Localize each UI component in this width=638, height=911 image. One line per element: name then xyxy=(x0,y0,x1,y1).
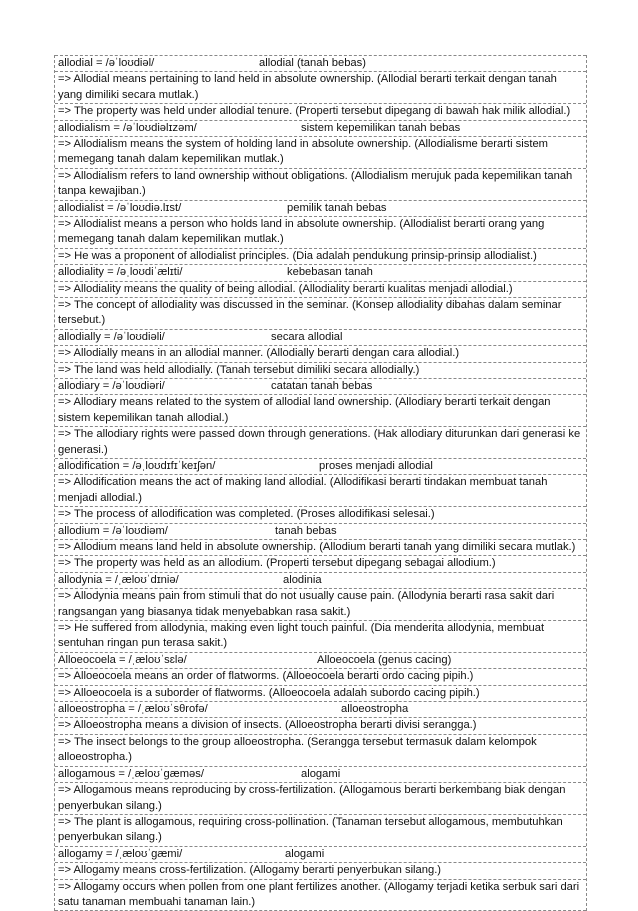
entry-meaning: pemilik tanah bebas xyxy=(287,201,387,214)
entry-term: allogamous = /ˌæloʊˈgæməs/ xyxy=(58,767,204,780)
entry-term: allogamy = /ˌæloʊˈgæmi/ xyxy=(58,847,183,860)
entry-definition: => Alloeocoela means an order of flatworms. (Alloeocoela berarti ordo cacing pipih.) xyxy=(55,668,586,684)
entry-example: => He suffered from allodynia, making even light touch painful. (Dia menderita allodynia, membuat sentuhan ringan pun terasa sakit.) xyxy=(55,620,586,652)
glossary-entry xyxy=(55,330,586,379)
entry-meaning: alogami xyxy=(301,767,341,780)
entry-meaning: alodinia xyxy=(283,573,322,586)
entry-example: => The concept of allodiality was discussed in the seminar. (Konsep allodiality dibahas dalam seminar tersebut.) xyxy=(55,297,586,329)
glossary-entry xyxy=(55,121,586,201)
entry-header xyxy=(55,524,586,539)
entry-example: => The property was held as an allodium. (Properti tersebut dipegang sebagai allodium.) xyxy=(55,555,586,571)
entry-definition: => Allodification means the act of making land allodial. (Allodifikasi berarti tindakan membuat tanah menjadi allodial.) xyxy=(55,474,586,506)
glossary-entry xyxy=(55,767,586,847)
entry-meaning: tanah bebas xyxy=(275,524,337,537)
entry-header xyxy=(55,702,586,717)
entry-example: => The allodiary rights were passed down through generations. (Hak allodiary diturunkan dari generasi ke generasi.) xyxy=(55,426,586,458)
entry-example: => Allogamy occurs when pollen from one plant fertilizes another. (Allogamy terjadi ketika serbuk sari dari satu tanaman membuahi tanaman lain.) xyxy=(55,879,586,911)
entry-term: allodynia = /ˌæloʊˈdɪniə/ xyxy=(58,573,179,586)
glossary-entry xyxy=(55,702,586,767)
entry-example: => The process of allodification was completed. (Proses allodifikasi selesai.) xyxy=(55,506,586,522)
entry-header xyxy=(55,573,586,588)
entry-term: allodiality = /əˌloʊdiˈælɪti/ xyxy=(58,266,183,279)
entry-meaning: alloeostropha xyxy=(341,703,409,716)
entry-header xyxy=(55,201,586,216)
entry-term: allodiary = /əˈloʊdiəri/ xyxy=(58,380,165,393)
glossary-entry xyxy=(55,459,586,524)
glossary-entry xyxy=(55,573,586,653)
entry-meaning: Alloeocoela (genus cacing) xyxy=(317,653,452,666)
entry-header xyxy=(55,653,586,668)
entry-example: => Alloeocoela is a suborder of flatworms. (Alloeocoela adalah subordo cacing pipih.) xyxy=(55,685,586,701)
entry-header xyxy=(55,379,586,394)
entry-header xyxy=(55,847,586,862)
glossary-entry xyxy=(55,265,586,330)
entry-header xyxy=(55,330,586,345)
entry-example: => Allodialism refers to land ownership without obligations. (Allodialism merujuk pada kepemilikan tanah tanpa kewajiban.) xyxy=(55,168,586,200)
entry-term: Alloeocoela = /ˌæloʊˈsɛlə/ xyxy=(58,653,187,666)
entry-example: => He was a proponent of allodialist principles. (Dia adalah pendukung prinsip-prinsip allodialist.) xyxy=(55,248,586,264)
entry-header xyxy=(55,56,586,71)
glossary-entry xyxy=(55,201,586,266)
entry-definition: => Allogamy means cross-fertilization. (Allogamy berarti penyerbukan silang.) xyxy=(55,862,586,878)
entry-example: => The plant is allogamous, requiring cross-pollination. (Tanaman tersebut allogamous, membutuhkan penyerbukan silang.) xyxy=(55,814,586,846)
entry-header xyxy=(55,265,586,280)
entry-example: => The insect belongs to the group alloeostropha. (Serangga tersebut termasuk dalam kelompok alloeostropha.) xyxy=(55,734,586,766)
entry-meaning: sistem kepemilikan tanah bebas xyxy=(301,121,461,134)
glossary-table xyxy=(54,55,587,911)
entry-meaning: kebebasan tanah xyxy=(287,266,373,279)
entry-definition: => Allodial means pertaining to land held in absolute ownership. (Allodial berarti terkait dengan tanah yang dimiliki secara mutlak.) xyxy=(55,71,586,103)
entry-term: alloeostropha = /ˌæloʊˈsθrofə/ xyxy=(58,703,208,716)
entry-term: allodially = /əˈloʊdiəli/ xyxy=(58,330,165,343)
entry-term: allodium = /əˈloʊdiəm/ xyxy=(58,524,168,537)
glossary-entry xyxy=(55,524,586,573)
glossary-entry xyxy=(55,55,586,121)
entry-header xyxy=(55,459,586,474)
entry-term: allodial = /əˈloʊdiəl/ xyxy=(58,57,155,69)
entry-header xyxy=(55,121,586,136)
entry-definition: => Allodially means in an allodial manner. (Allodially berarti dengan cara allodial.) xyxy=(55,345,586,361)
glossary-entry xyxy=(55,847,586,911)
entry-definition: => Allodiality means the quality of being allodial. (Allodiality berarti kualitas menjadi allodial.) xyxy=(55,281,586,297)
entry-example: => The property was held under allodial tenure. (Properti tersebut dipegang di bawah hak milik allodial.) xyxy=(55,103,586,119)
entry-definition: => Alloeostropha means a division of insects. (Alloeostropha berarti divisi serangga.) xyxy=(55,717,586,733)
entry-definition: => Allodiary means related to the system of allodial land ownership. (Allodiary berarti terkait dengan sistem kepemilikan tanah allodial.) xyxy=(55,394,586,426)
entry-definition: => Allodynia means pain from stimuli that do not usually cause pain. (Allodynia berarti rasa sakit dari rangsangan yang biasanya tidak menyebabkan rasa sakit.) xyxy=(55,588,586,620)
entry-definition: => Allodialism means the system of holding land in absolute ownership. (Allodialisme berarti sistem memegang tanah dalam kepemilikan mutlak.) xyxy=(55,136,586,168)
entry-term: allodialist = /əˈloʊdiə.lɪst/ xyxy=(58,201,182,214)
entry-term: allodialism = /əˈloʊdiəlɪzəm/ xyxy=(58,121,197,134)
entry-meaning: secara allodial xyxy=(271,330,343,343)
entry-meaning: allodial (tanah bebas) xyxy=(259,57,366,69)
entry-meaning: alogami xyxy=(285,847,325,860)
entry-example: => The land was held allodially. (Tanah tersebut dimiliki secara allodially.) xyxy=(55,362,586,378)
glossary-entry xyxy=(55,379,586,459)
entry-meaning: catatan tanah bebas xyxy=(271,380,373,393)
entry-definition: => Allodialist means a person who holds land in absolute ownership. (Allodialist berarti orang yang memegang tanah dalam kepemilikan mutlak.) xyxy=(55,216,586,248)
entry-meaning: proses menjadi allodial xyxy=(319,460,433,473)
entry-header xyxy=(55,767,586,782)
entry-definition: => Allodium means land held in absolute ownership. (Allodium berarti tanah yang dimiliki secara mutlak.) xyxy=(55,539,586,555)
entry-term: allodification = /əˌloʊdɪfɪˈkeɪʃən/ xyxy=(58,460,216,473)
glossary-entry xyxy=(55,653,586,702)
entry-definition: => Allogamous means reproducing by cross-fertilization. (Allogamous berarti berkembang biak dengan penyerbukan silang.) xyxy=(55,782,586,814)
